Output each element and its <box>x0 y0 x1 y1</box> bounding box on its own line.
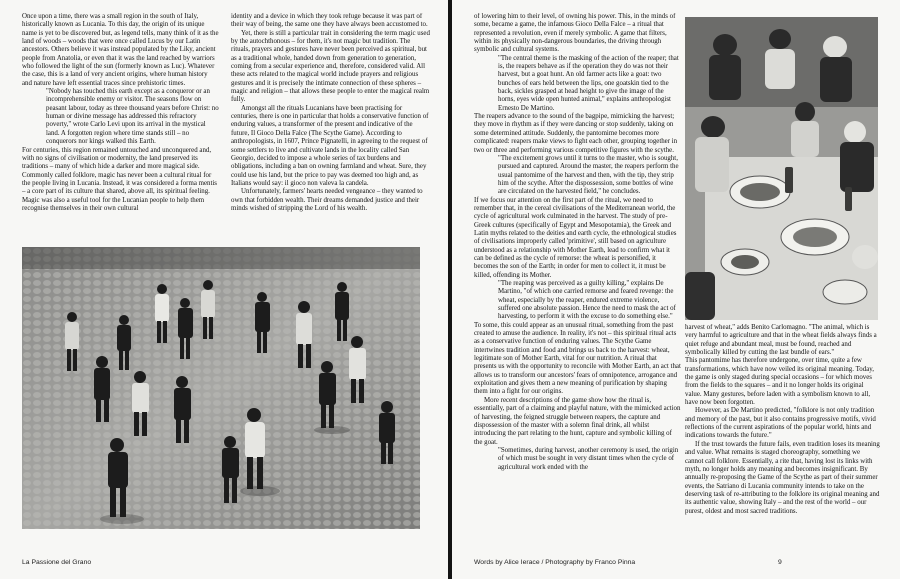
paragraph: "The excitement grows until it turns to the master, who is sought, pursued and captured. Around the master, the reapers perform the usual pantomime of the harvest and then, with the tip, they strip him of the scythe. After the dispossession, some bottles of wine are circulated on the harvested field," he concludes. <box>498 154 679 196</box>
paragraph: "Nobody has touched this earth except as a conqueror or an incomprehensible enemy or visitor. The seasons flow on peasant labour, today as three thousand years before Christ: no human or divine message has addressed this refractory poverty," wrote Carlo Levi upon its arrival in the mystical land. A forgotten region where time stands still – no conquerors nor kings walked this Earth. <box>46 88 219 146</box>
feast-table-image <box>685 17 878 320</box>
paragraph: Once upon a time, there was a small region in the south of Italy, historically known as Lucania. To this day, the origin of its unique name is yet to be discovered but, as legend tells, many think of it as the land of woods – woods that were once called Lucus by our Latin ancestors. Others believe it was instead populated by the Liky, ancient people from Anatolia, or even that it was the land reached by warriors who followed the light of the sun (formerly known as Luc). Whatever the case, this is a land of very ancient origins, where human history and nature have left essential traces since prehistoric times. <box>22 13 219 87</box>
right-column-2 <box>685 324 880 534</box>
paragraph: To some, this could appear as an unusual ritual, something from the past created to amuse the audience. In reality, it's not – this spiritual ritual acts as a conservative function of enduring values. The Scythe Game intertwines tradition and food and brings us back to the harvest: wheat, legitimate son of Mother Earth, vital for our nutrition. A ritual that presents us with the opportunity to reconcile with Mother Earth, an act that allows us to transform our ancestors' fears of omnipotence, arrogance and exploitation and gives them a new meaning of purification by shaping them into a fight for our origins. <box>474 321 681 396</box>
paragraph: Amongst all the rituals Lucanians have been practising for centuries, there is one in particular that holds a conservative function of enduring values, a transformer of the present and indicative of the future, Il Gioco Della Falce (The Scythe Game). According to anthropologists, in 1607, Prince Pignatelli, in agreeing to the request of some settlers to live and cultivate lands in the locality called San Georgio, decided to impose a whole series of tax burdens and obligations, including a ban on owning farmland and wheat. Sure, they could use his land, but the price to pay was deemed too high and, as Italians would say: il gioco non valeva la candela. <box>231 104 429 187</box>
reapers-square-image <box>22 247 420 529</box>
paragraph: "Sometimes, during harvest, another ceremony is used, the origin of which must be sought in very distant times when the cycle of agricultural work ended with the <box>498 446 679 471</box>
paragraph: The reapers advance to the sound of the bagpipe, mimicking the harvest; they move in rhythm as if they were dancing or stop suddenly, taking on some determined attitude. Suddenly, the pantomime becomes more complicated: reapers make views to fight each other, grouping together in two or three and performing various competitive figures with the scythe. <box>474 113 678 154</box>
paragraph: However, as De Martino predicted, "folklore is not only tradition and memory of the past, but it also contains progressive motifs, vivid reflections of the current aspirations of the popular world, hints and indications towards the future." <box>685 407 876 440</box>
left-column-1 <box>22 13 219 245</box>
left-footer-title: La Passione del Grano <box>22 559 92 566</box>
paragraph: This pantomime has therefore undergone, over time, quite a few transformations, which have now veiled its original meaning. Today, the game is only staged during special occasions – for which moves from the fields to the squares – and it no longer holds its original value. Many gestures, before laden with a symbolism known to all, have now been forgotten. <box>685 357 874 407</box>
page-number: 9 <box>778 559 782 566</box>
left-column-2 <box>231 13 430 245</box>
right-footer-credit: Words by Alice Ierace / Photography by Franco Pinna <box>474 559 636 566</box>
right-column-1 <box>474 13 681 533</box>
paragraph: "The reaping was perceived as a guilty killing," explains De Martino, "of which one carried remorse and feared revenge: the wheat, especially by the reaper, endured extreme violence, suffered one absolute passion. Hence the need to mask the act of harvesting, to perform it with the excuse to do something else." <box>498 280 676 321</box>
paragraph: identity and a device in which they took refuge because it was part of their way of being, the same one they have always been accustomed to. <box>231 13 428 29</box>
paragraph: Unfortunately, farmers' hearts needed vengeance – they wanted to own that forbidden wealth. Their dreams demanded justice and their minds wished of stripping the Lord of his wealth. <box>231 188 423 212</box>
paragraph: More recent descriptions of the game show how the ritual is, essentially, part of a claiming and playful nature, with the mimicked action of harvesting, the feigned struggle between reapers, the capture and dispossession of the master with a solemn final drink, all whilst introducing the part relating to the hunt, capture and symbolic killing of the goat. <box>474 396 681 446</box>
paragraph: of lowering him to their level, of owning his power. This, in the minds of some, became a game, the infamous Gioco Della Falce – a ritual that represented a revolution, even if merely symbolic. A game that filters, within its physically non-dangerous boundaries, the driving through symbolic and cultural systems. <box>474 13 676 54</box>
paragraph: Yet, there is still a particular trait in considering the term magic used by the autochthonous – for them, it's not magic but tradition. The rituals, prayers and gestures have never been perceived as spiritual, but as a traditional whole, handed down from generation to generation, coming from a secular experience and, therefore, considered valid. All these acts related to the magical world include prayers and religious gestures and it is precisely the intimate connection of these spheres – magic and religion – that allows these people to enter the magical realm fully. <box>231 29 430 104</box>
photo-reapers-square <box>22 247 420 529</box>
paragraph: If the trust towards the future fails, even tradition loses its meaning and value. What remains is staged choreography, something we cannot call folklore. Essentially, a rite that, having lost its links with myth, no longer holds any meaning and becomes insignificant. By annually re-proposing the Game of the Scythe as part of their summer events, the Satriano di Lucania community intends to take on the deserving task of re-attributing to the folklore its original meaning and its authentic value, showing Italy – and the rest of the world – our purest, oldest and most sacred traditions. <box>685 440 880 515</box>
paragraph: For centuries, this region remained untouched and unconquered and, with no signs of civilisation or modernity, the land preserved its traditions – many of which hide a darker and more magical side. Commonly called folklore, magic has never been a cultural ritual for the people living in Lucania. Instead, it was considered a forma mentis – a core part of its culture that shared, above all, its spiritual feeling. Magic was also a useful tool for the Lucanian people to help them recognise themselves in their own cultural <box>22 146 217 212</box>
paragraph: harvest of wheat," adds Benito Carlomagno. "The animal, which is very harmful to agriculture and that in the wheat fields always finds a quiet refuge and abundant meal, must be found, reached and symbolically killed by cutting the last bundle of ears." <box>685 324 877 357</box>
left-page <box>0 0 448 579</box>
right-page <box>452 0 900 579</box>
paragraph: "The central theme is the masking of the action of the reaper; that is, the reapers behave as if the operation they do was not their harvest, but a goat hunt. An old farmer acts like a goat: two bunches of ears held between the lips, one goatskin tied to the back, sickles grasped at head height to give the image of the horns, eyes wide open hunted animal," explains anthropologist Ernesto De Martino. <box>498 54 679 112</box>
paragraph: If we focus our attention on the first part of the ritual, we need to remember that, in the cereal civilisations of the Mediterranean world, the cycle of agricultural work culminated in the harvest. The study of pre-Greek cultures (specifically of Egypt and Mesopotamia), the Greek and Latin myths related to the deities and earth cycle, the ethnological studies of civilisations improperly called 'primitive', still based on agriculture understood as a relationship with Mother Earth, lead to confirm what it can be defined as the cycle of remorse: the wheat is personified, it becomes the son of the Earth; in order for men to collect it, it must be killed, offending its Mother. <box>474 196 677 279</box>
photo-feast-table <box>685 17 878 320</box>
